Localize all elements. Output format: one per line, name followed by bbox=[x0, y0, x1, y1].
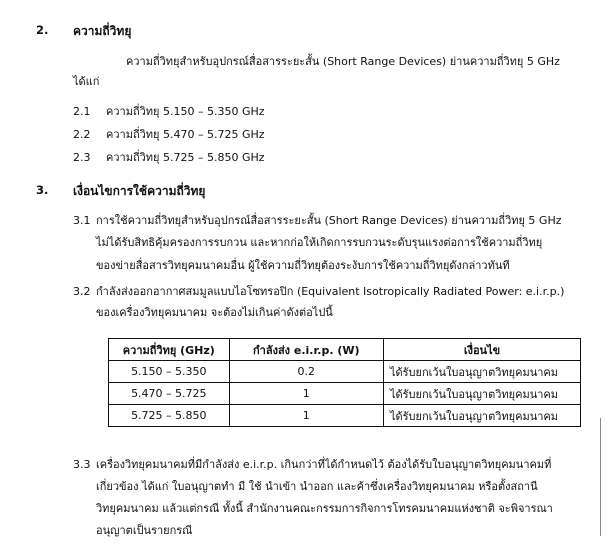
paragraph-3-3-line-3: วิทยุคมนาคม แล้วแต่กรณี ทั้งนี้ สำนักงานคณะกรรมการกิจการโทรคมนาคมแห่งชาติ จะพิจารณา bbox=[96, 502, 553, 515]
list-item-2-3-text: ความถี่วิทยุ 5.725 – 5.850 GHz bbox=[106, 151, 265, 164]
paragraph-3-3-line-4: อนุญาตเป็นรายกรณี bbox=[96, 524, 193, 537]
table-header-frequency: ความถี่วิทยุ (GHz) bbox=[109, 339, 230, 361]
table-cell-frequency: 5.150 – 5.350 bbox=[109, 361, 230, 383]
paragraph-3-2-number: 3.2 bbox=[73, 285, 91, 298]
table-cell-eirp: 1 bbox=[229, 405, 383, 427]
section-3-title: เงื่อนไขการใช้ความถี่วิทยุ bbox=[73, 184, 206, 198]
table-header-condition: เงื่อนไข bbox=[383, 339, 580, 361]
table-cell-frequency: 5.470 – 5.725 bbox=[109, 383, 230, 405]
list-item-2-3-number: 2.3 bbox=[73, 151, 91, 164]
table-header-row bbox=[109, 339, 581, 361]
section-3-number: 3. bbox=[36, 183, 49, 197]
section-2-number: 2. bbox=[36, 23, 49, 37]
table-cell-frequency: 5.725 – 5.850 bbox=[109, 405, 230, 427]
section-2-title: ความถี่วิทยุ bbox=[73, 24, 132, 38]
table-header-eirp: กำลังส่ง e.i.r.p. (W) bbox=[229, 339, 383, 361]
list-item-2-1-number: 2.1 bbox=[73, 105, 91, 118]
table-row bbox=[109, 361, 581, 383]
table-cell-condition: ได้รับยกเว้นใบอนุญาตวิทยุคมนาคม bbox=[383, 383, 580, 405]
list-item-2-2-number: 2.2 bbox=[73, 128, 91, 141]
paragraph-3-1-line-1: การใช้ความถี่วิทยุสำหรับอุปกรณ์สื่อสารระยะสั้น (Short Range Devices) ย่านความถี่วิทยุ 5 GHz bbox=[96, 214, 562, 227]
list-item-2-1-text: ความถี่วิทยุ 5.150 – 5.350 GHz bbox=[106, 105, 265, 118]
section-2-paragraph-line-1: ความถี่วิทยุสำหรับอุปกรณ์สื่อสารระยะสั้น (Short Range Devices) ย่านความถี่วิทยุ 5 GHz bbox=[126, 55, 560, 68]
table-cell-eirp: 1 bbox=[229, 383, 383, 405]
paragraph-3-2-line-2: ของเครื่องวิทยุคมนาคม จะต้องไม่เกินค่าดังต่อไปนี้ bbox=[96, 306, 333, 319]
paragraph-3-3-number: 3.3 bbox=[73, 458, 91, 471]
table-cell-eirp: 0.2 bbox=[229, 361, 383, 383]
paragraph-3-3-line-1: เครื่องวิทยุคมนาคมที่มีกำลังส่ง e.i.r.p. เกินกว่าที่ได้กำหนดไว้ ต้องได้รับใบอนุญาตวิทยุคมนาคมที่ bbox=[96, 458, 552, 471]
page-edge-line bbox=[600, 418, 601, 536]
table-cell-condition: ได้รับยกเว้นใบอนุญาตวิทยุคมนาคม bbox=[383, 361, 580, 383]
paragraph-3-1-line-2: ไม่ได้รับสิทธิคุ้มครองการรบกวน และหากก่อให้เกิดการรบกวนระดับรุนแรงต่อการใช้ความถี่วิทยุ bbox=[96, 236, 543, 249]
table-cell-condition: ได้รับยกเว้นใบอนุญาตวิทยุคมนาคม bbox=[383, 405, 580, 427]
paragraph-3-2-line-1: กำลังส่งออกอากาศสมมูลแบบไอโซทรอปิก (Equivalent Isotropically Radiated Power: e.i.r.p.) bbox=[96, 285, 565, 298]
paragraph-3-3-line-2: เกี่ยวข้อง ได้แก่ ใบอนุญาตทำ มี ใช้ นำเข้า นำออก และค้าซึ่งเครื่องวิทยุคมนาคม หรือตั้งสถานี bbox=[96, 480, 538, 493]
paragraph-3-1-number: 3.1 bbox=[73, 214, 91, 227]
section-2-paragraph-line-2: ได้แก่ bbox=[73, 75, 100, 88]
table-row bbox=[109, 383, 581, 405]
list-item-2-2-text: ความถี่วิทยุ 5.470 – 5.725 GHz bbox=[106, 128, 265, 141]
paragraph-3-1-line-3: ของข่ายสื่อสารวิทยุคมนาคมอื่น ผู้ใช้ความถี่วิทยุต้องระงับการใช้ความถี่วิทยุดังกล่าวทันที bbox=[96, 259, 510, 272]
table-row bbox=[109, 405, 581, 427]
eirp-table bbox=[108, 338, 581, 427]
